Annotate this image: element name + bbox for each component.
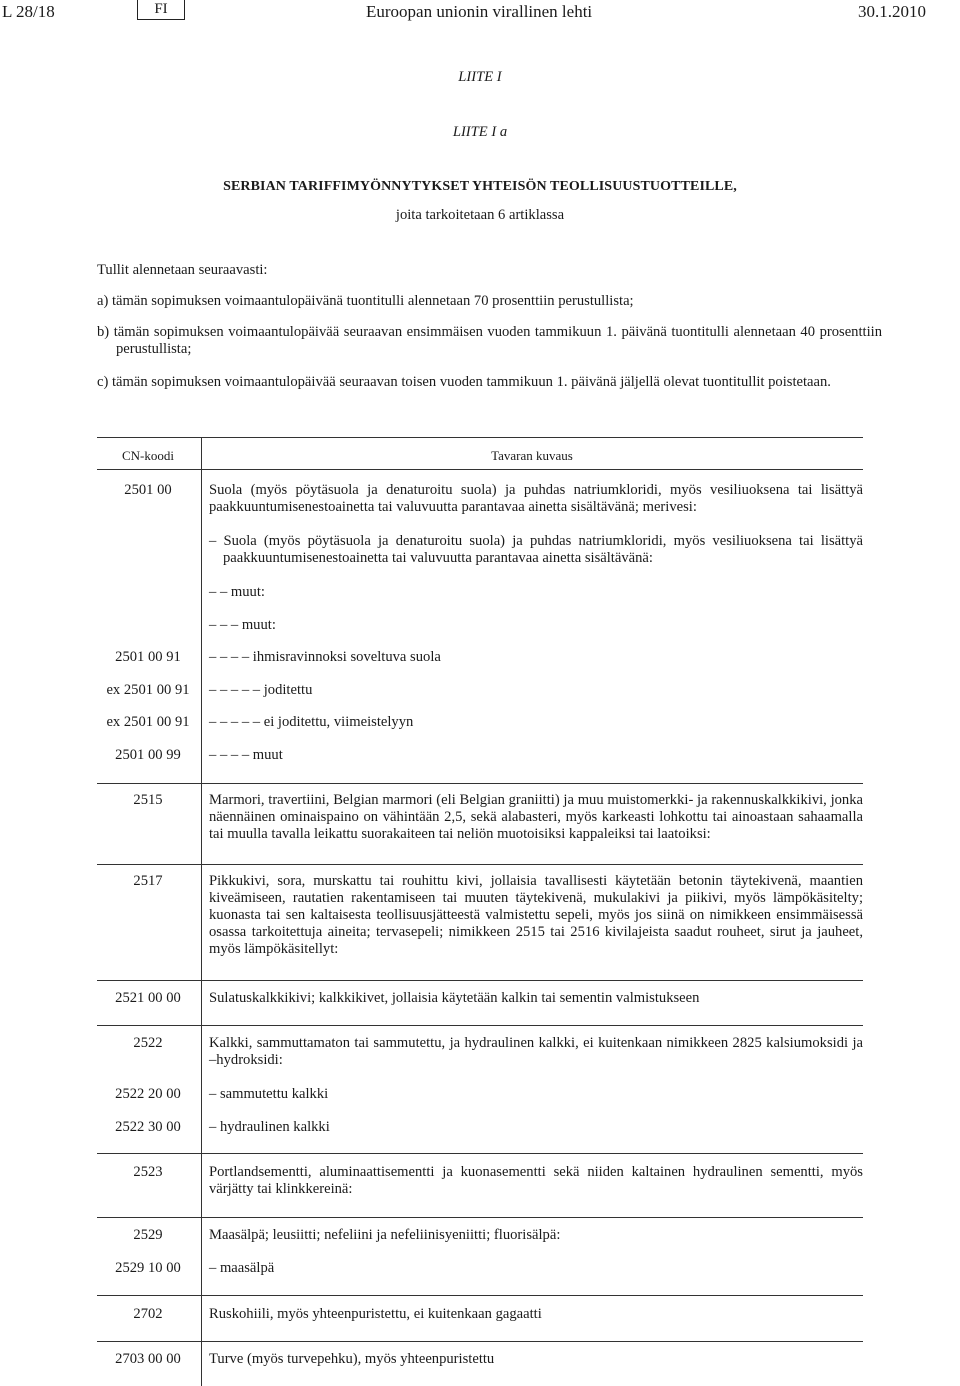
table-row-description: Portlandsementti, aluminaattisementti ja kuonasementti sekä niiden kaltainen hydraulinen sementti, myös värjätty tai klinkkereinä: (209, 1164, 863, 1197)
table-row-description: – maasälpä (209, 1260, 275, 1276)
page-reference: L 28/18 (2, 2, 55, 21)
table-row-description: – Suola (myös pöytäsuola ja denaturoitu suola) ja puhdas natriumkloridi, myös vesiliuoksena tai lisättyä paakkuuntumisenestoainetta tai valuvuutta parantavaa ainetta sisältävänä: (209, 533, 863, 566)
annex-heading: SERBIAN TARIFFIMYÖNNYTYKSET YHTEISÖN TEOLLISUUSTUOTTEILLE, (223, 179, 737, 194)
table-row-code: 2523 (133, 1164, 163, 1180)
table-row-description: – – muut: (209, 584, 265, 600)
table-row-code: 2522 20 00 (115, 1086, 181, 1102)
table-row-description: Ruskohiili, myös yhteenpuristettu, ei kuitenkaan gagaatti (209, 1306, 542, 1322)
table-row-code: 2501 00 99 (115, 747, 181, 763)
row-rule (97, 980, 863, 981)
table-row-code: 2515 (133, 792, 163, 808)
table-row-code: 2529 (133, 1227, 163, 1243)
table-row-code: 2522 30 00 (115, 1119, 181, 1135)
table-row-code: 2501 00 91 (115, 649, 181, 665)
row-rule (97, 1295, 863, 1296)
table-row-code: 2522 (133, 1035, 163, 1051)
annex-subheading: joita tarkoitetaan 6 artiklassa (395, 207, 565, 223)
language-code-badge: FI (137, 0, 185, 20)
table-row-description: – hydraulinen kalkki (209, 1119, 330, 1135)
column-header-code: CN-koodi (122, 448, 174, 463)
annex-subtitle: LIITE I a (452, 124, 508, 140)
row-rule (97, 1025, 863, 1026)
row-rule (97, 864, 863, 865)
table-row-description: Suola (myös pöytäsuola ja denaturoitu suola) ja puhdas natriumkloridi, myös vesiliuoksena tai lisättyä paakkuuntumisenestoainetta tai valuvuutta parantavaa ainetta sisältävänä; merivesi: (209, 482, 863, 515)
table-top-rule (97, 437, 863, 438)
table-row-description: Maasälpä; leusiitti; nefeliini ja nefeliinisyeniitti; fluorisälpä: (209, 1227, 561, 1243)
intro-text: Tullit alennetaan seuraavasti: (97, 262, 268, 278)
table-row-description: Sulatuskalkkikivi; kalkkikivet, jollaisia käytetään kalkin tai sementin valmistukseen (209, 990, 700, 1006)
table-row-code: 2501 00 (124, 482, 172, 498)
table-row-code: ex 2501 00 91 (106, 714, 190, 730)
table-row-description: – – – – – joditettu (209, 682, 313, 698)
row-rule (97, 783, 863, 784)
publication-date: 30.1.2010 (858, 2, 926, 21)
table-row-code: 2703 00 00 (115, 1351, 181, 1367)
table-row-description: – – – – muut (209, 747, 283, 763)
list-item-c: c) tämän sopimuksen voimaantulopäivää seuraavan toisen vuoden tammikuun 1. päivänä jäljellä olevat tuontitullit poistetaan. (97, 374, 831, 390)
table-row-description: Turve (myös turvepehku), myös yhteenpuristettu (209, 1351, 495, 1367)
table-column-divider (201, 437, 202, 1386)
table-row-description: – sammutettu kalkki (209, 1086, 329, 1102)
journal-title: Euroopan unionin virallinen lehti (366, 2, 593, 21)
table-row-code: 2702 (133, 1306, 163, 1322)
table-row-code: ex 2501 00 91 (106, 682, 190, 698)
table-row-description: Marmori, travertiini, Belgian marmori (eli Belgian graniitti) ja muu muistomerkki- ja rakennuskalkkikivi, jonka näennäinen ominaispaino on vähintään 2,5, sekä alabasteri, myös karkeasti lohkottu tai ainoastaan sahaamalla tai muulla tavalla leikattu suorakaiteen tai neliön muotoisiksi kappaleiksi tai laatoiksi: (209, 792, 863, 842)
row-rule (97, 1217, 863, 1218)
list-item-a: a) tämän sopimuksen voimaantulopäivänä tuontitulli alennetaan 70 prosenttiin perustullista; (97, 293, 634, 309)
column-header-description: Tavaran kuvaus (491, 448, 573, 463)
annex-title: LIITE I (458, 69, 502, 85)
table-row-code: 2529 10 00 (115, 1260, 181, 1276)
table-row-code: 2521 00 00 (115, 990, 181, 1006)
table-row-code: 2517 (133, 873, 163, 889)
row-rule (97, 1153, 863, 1154)
table-row-description: Pikkukivi, sora, murskattu tai rouhittu kivi, jollaisia tavallisesti käytetään betonin täytekivenä, maantien kiveämiseen, rautatien rakentamiseen tai muuten täytekivenä, mukulakivi ja piikivi, myös lämpökäsitelty; kuonasta tai sen kaltaisesta teollisuusjätteestä valmistettu sepeli, myös jos siinä on nimikkeen ensimmäisessä osassa tarkoitettuja aineita; tervasepeli; nimikkeen 2515 tai 2516 kivilajeista saadut rouheet, sirut ja jauheet, myös lämpökäsitellyt: (209, 873, 863, 957)
row-rule (97, 1341, 863, 1342)
table-row-description: – – – – – ei joditettu, viimeistelyyn (209, 714, 414, 730)
table-row-description: Kalkki, sammuttamaton tai sammutettu, ja hydraulinen kalkki, ei kuitenkaan nimikkeen 2825 kalsiumoksidi ja –hydroksidi: (209, 1035, 863, 1068)
table-row-description: – – – – ihmisravinnoksi soveltuva suola (209, 649, 441, 665)
list-item-b: b) tämän sopimuksen voimaantulopäivää seuraavan ensimmäisen vuoden tammikuun 1. päivänä tuontitulli alennetaan 40 prosenttiin perustullista; (97, 324, 882, 357)
table-row-description: – – – muut: (209, 617, 276, 633)
table-header-rule (97, 469, 863, 470)
